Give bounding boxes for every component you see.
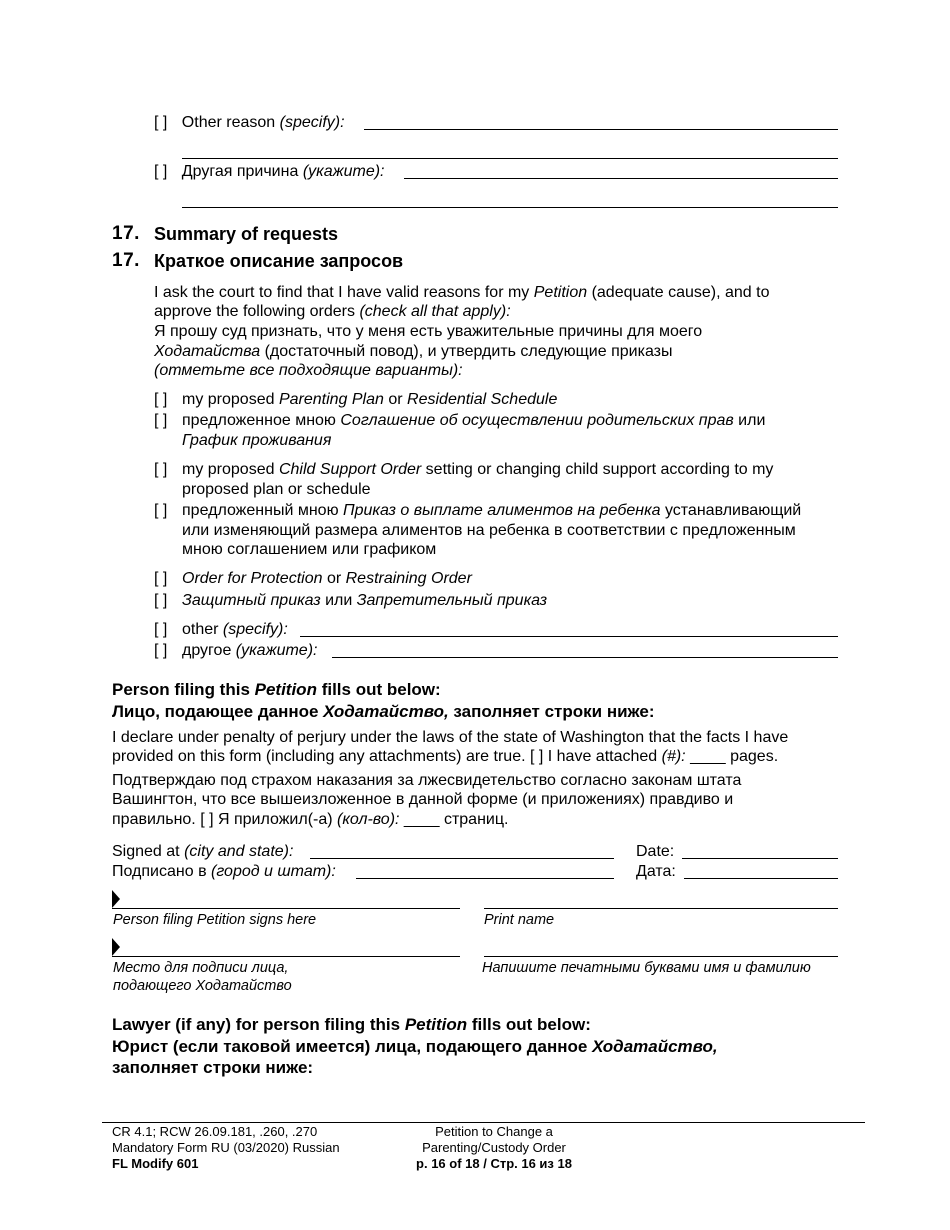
item-parenting-plan-en: my proposed Parenting Plan or Residential Schedule: [182, 391, 558, 408]
signed-at-ru-line[interactable]: [356, 878, 614, 879]
declare-ru-line-3: правильно. [ ] Я приложил(-а) (кол-во): ____ страниц.: [112, 811, 509, 828]
item-child-support-ru-cont: или изменяющий размера алиментов на ребенка в соответствии с предложенным: [182, 522, 796, 539]
date-en-label: Date:: [636, 843, 675, 860]
sign-here-caption-ru: Место для подписи лица,: [113, 960, 289, 976]
print-name-caption: Print name: [484, 912, 555, 928]
lawyer-heading-ru-2: заполняет строки ниже:: [112, 1058, 314, 1077]
item-parenting-plan-ru-cont: График проживания: [182, 432, 332, 449]
signature-line[interactable]: [112, 908, 460, 909]
print-name-caption-ru: Напишите печатными буквами имя и фамилию: [482, 960, 811, 976]
signed-at-ru-label: Подписано в (город и штат):: [112, 863, 336, 880]
section-number-ru: 17.: [112, 250, 140, 271]
item-checkbox[interactable]: [ ]: [154, 391, 168, 408]
sign-here-caption-ru-2: подающего Ходатайство: [113, 978, 292, 994]
checkbox[interactable]: [ ]: [154, 114, 168, 131]
intro-en-line-2: approve the following orders (check all that apply):: [154, 303, 511, 320]
item-checkbox[interactable]: [ ]: [154, 461, 168, 478]
lawyer-heading-ru: Юрист (если таковой имеется) лица, подающего данное Ходатайство,: [112, 1037, 718, 1056]
item-child-support-ru: предложенный мною Приказ о выплате алиментов на ребенка устанавливающий: [182, 502, 802, 519]
date-ru-line[interactable]: [684, 878, 838, 879]
item-checkbox[interactable]: [ ]: [154, 621, 168, 638]
sign-here-caption: Person filing Petition signs here: [113, 912, 317, 928]
signed-at-en-line[interactable]: [310, 858, 614, 859]
footer-center: Petition to Change a Parenting/Custody Order p. 16 of 18 / Стр. 16 из 18: [416, 1124, 572, 1171]
declare-ru-line-2: Вашингтон, что все вышеизложенное в данной форме (и приложениях) правдиво и: [112, 791, 734, 808]
other-reason-ru-row: [154, 162, 385, 181]
item-checkbox[interactable]: [ ]: [154, 502, 168, 519]
item-other-ru: другое (укажите):: [182, 642, 318, 659]
footer-left: CR 4.1; RCW 26.09.181, .260, .270 Mandatory Form RU (03/2020) Russian FL Modify 601: [112, 1124, 340, 1171]
other-reason-hint: (specify):: [279, 114, 345, 131]
item-child-support-en: my proposed Child Support Order setting or changing child support according to my: [182, 461, 774, 478]
print-name-line[interactable]: [484, 908, 838, 909]
declare-en-line-1: I declare under penalty of perjury under the laws of the state of Washington that the facts I have: [112, 729, 789, 746]
sign-here-arrow-icon: [112, 890, 120, 908]
item-checkbox[interactable]: [ ]: [154, 412, 168, 429]
intro-ru-line-2: Ходатайства (достаточный повод), и утвердить следующие приказы: [154, 343, 673, 360]
print-name-line-ru[interactable]: [484, 956, 838, 957]
date-en-line[interactable]: [682, 858, 838, 859]
section-title-en: Summary of requests: [154, 224, 339, 244]
item-checkbox[interactable]: [ ]: [154, 592, 168, 609]
intro-en-line-1: I ask the court to find that I have valid reasons for my Petition (adequate cause), and to: [154, 284, 770, 301]
item-parenting-plan-ru: предложенное мною Соглашение об осуществлении родительских прав или: [182, 412, 766, 429]
item-other-en: other (specify):: [182, 621, 288, 638]
filer-heading-ru: Лицо, подающее данное Ходатайство, заполняет строки ниже:: [112, 702, 655, 721]
other-reason-ru-label: Другая причина: [181, 163, 299, 180]
intro-ru-line-1: Я прошу суд признать, что у меня есть уважительные причины для моего: [154, 323, 703, 340]
other-reason-en-line[interactable]: [364, 129, 838, 130]
other-reason-ru-line[interactable]: [404, 178, 838, 179]
item-checkbox[interactable]: [ ]: [154, 642, 168, 659]
signed-at-en-label: Signed at (city and state):: [112, 843, 294, 860]
section-title-ru: Краткое описание запросов: [154, 251, 404, 271]
declare-en-line-2: provided on this form (including any attachments) are true. [ ] I have attached (#): ____ pages.: [112, 748, 779, 765]
item-checkbox[interactable]: [ ]: [154, 570, 168, 587]
signature-line-ru[interactable]: [112, 956, 460, 957]
date-ru-label: Дата:: [636, 863, 676, 880]
intro-ru-line-3: (отметьте все подходящие варианты):: [154, 362, 463, 379]
other-specify-line[interactable]: [300, 636, 838, 637]
other-reason-ru-line-2[interactable]: [182, 207, 838, 208]
declare-ru-line-1: Подтверждаю под страхом наказания за лжесвидетельство согласно законам штата: [112, 772, 742, 789]
sign-here-arrow-icon: [112, 938, 120, 956]
item-protection-ru: Защитный приказ или Запретительный приказ: [182, 592, 548, 609]
other-specify-ru-line[interactable]: [332, 657, 838, 658]
item-child-support-ru-cont-2: мною соглашением или графиком: [182, 541, 437, 558]
other-reason-label: Other reason: [181, 114, 276, 131]
item-protection-en: Order for Protection or Restraining Order: [182, 570, 472, 587]
checkbox[interactable]: [ ]: [154, 163, 168, 180]
other-reason-ru-hint: (укажите):: [302, 163, 385, 180]
other-reason-en-row: [154, 113, 345, 132]
item-child-support-en-cont: proposed plan or schedule: [182, 481, 371, 498]
lawyer-heading-en: Lawyer (if any) for person filing this Petition fills out below:: [112, 1015, 591, 1034]
filer-heading-en: Person filing this Petition fills out below:: [112, 680, 441, 699]
footer-rule: [102, 1122, 865, 1123]
other-reason-en-line-2[interactable]: [182, 158, 838, 159]
section-number: 17.: [112, 223, 140, 244]
